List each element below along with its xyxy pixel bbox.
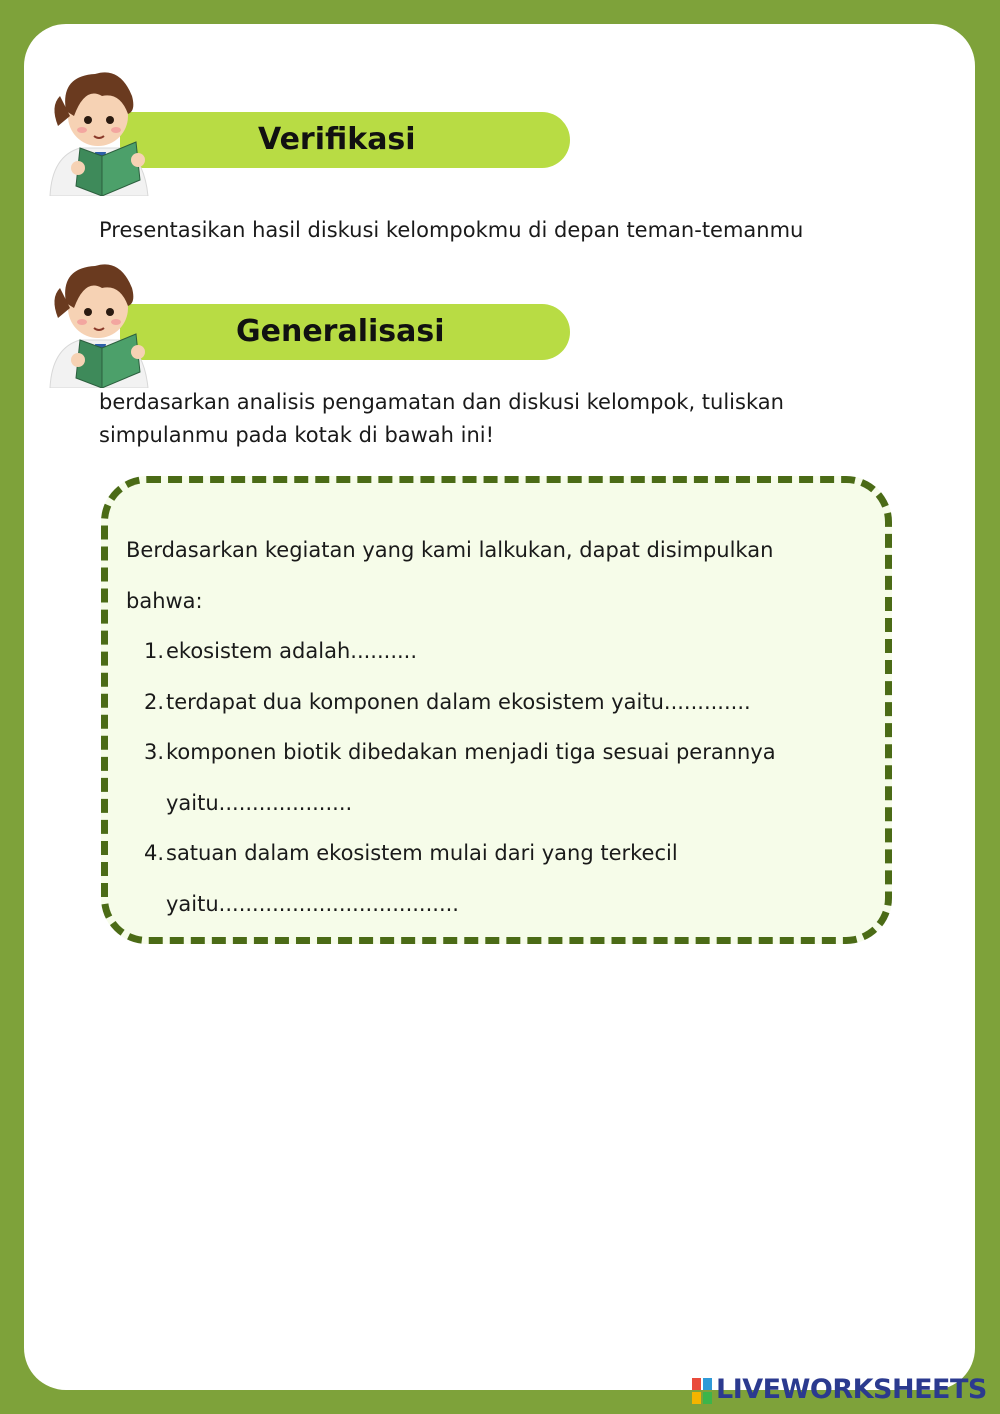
item-line: komponen biotik dibedakan menjadi tiga sesuai perannya — [166, 740, 776, 764]
conclusion-item-3 — [126, 727, 866, 828]
conclusion-text — [126, 525, 866, 929]
item-number: 4. — [143, 841, 164, 865]
conclusion-box[interactable] — [101, 476, 892, 944]
conclusion-item-4 — [126, 828, 866, 929]
instruction-line: berdasarkan analisis pengamatan dan diskusi kelompok, tuliskan — [99, 390, 784, 414]
item-line: ekosistem adalah.......... — [166, 639, 418, 663]
item-number: 3. — [143, 740, 164, 764]
conclusion-intro-line: Berdasarkan kegiatan yang kami lalkukan, dapat disimpulkan — [126, 538, 774, 562]
student-reading-icon — [40, 56, 155, 196]
section-title-verifikasi: Verifikasi — [258, 122, 416, 157]
item-number: 2. — [143, 689, 164, 714]
conclusion-item-1 — [126, 626, 866, 677]
generalisasi-banner — [120, 304, 570, 360]
item-number: 1. — [143, 639, 164, 663]
item-line: yaitu.................................... — [166, 891, 459, 916]
verifikasi-instruction: Presentasikan hasil diskusi kelompokmu di depan teman-temanmu — [99, 218, 804, 242]
item-line: satuan dalam ekosistem mulai dari yang terkecil — [166, 841, 678, 865]
conclusion-intro-line: bahwa: — [126, 588, 203, 613]
student-reading-icon — [40, 248, 155, 388]
item-line: terdapat dua komponen dalam ekosistem yaitu............. — [166, 689, 751, 714]
instruction-line: simpulanmu pada kotak di bawah ini! — [99, 423, 495, 447]
item-line: yaitu.................... — [166, 790, 353, 815]
generalisasi-instruction — [99, 386, 899, 452]
liveworksheets-brand[interactable]: LIVEWORKSHEETS — [716, 1374, 987, 1405]
verifikasi-banner — [120, 112, 570, 168]
section-title-generalisasi: Generalisasi — [236, 314, 445, 349]
liveworksheets-logo-icon — [692, 1378, 712, 1404]
conclusion-item-2 — [126, 677, 866, 728]
